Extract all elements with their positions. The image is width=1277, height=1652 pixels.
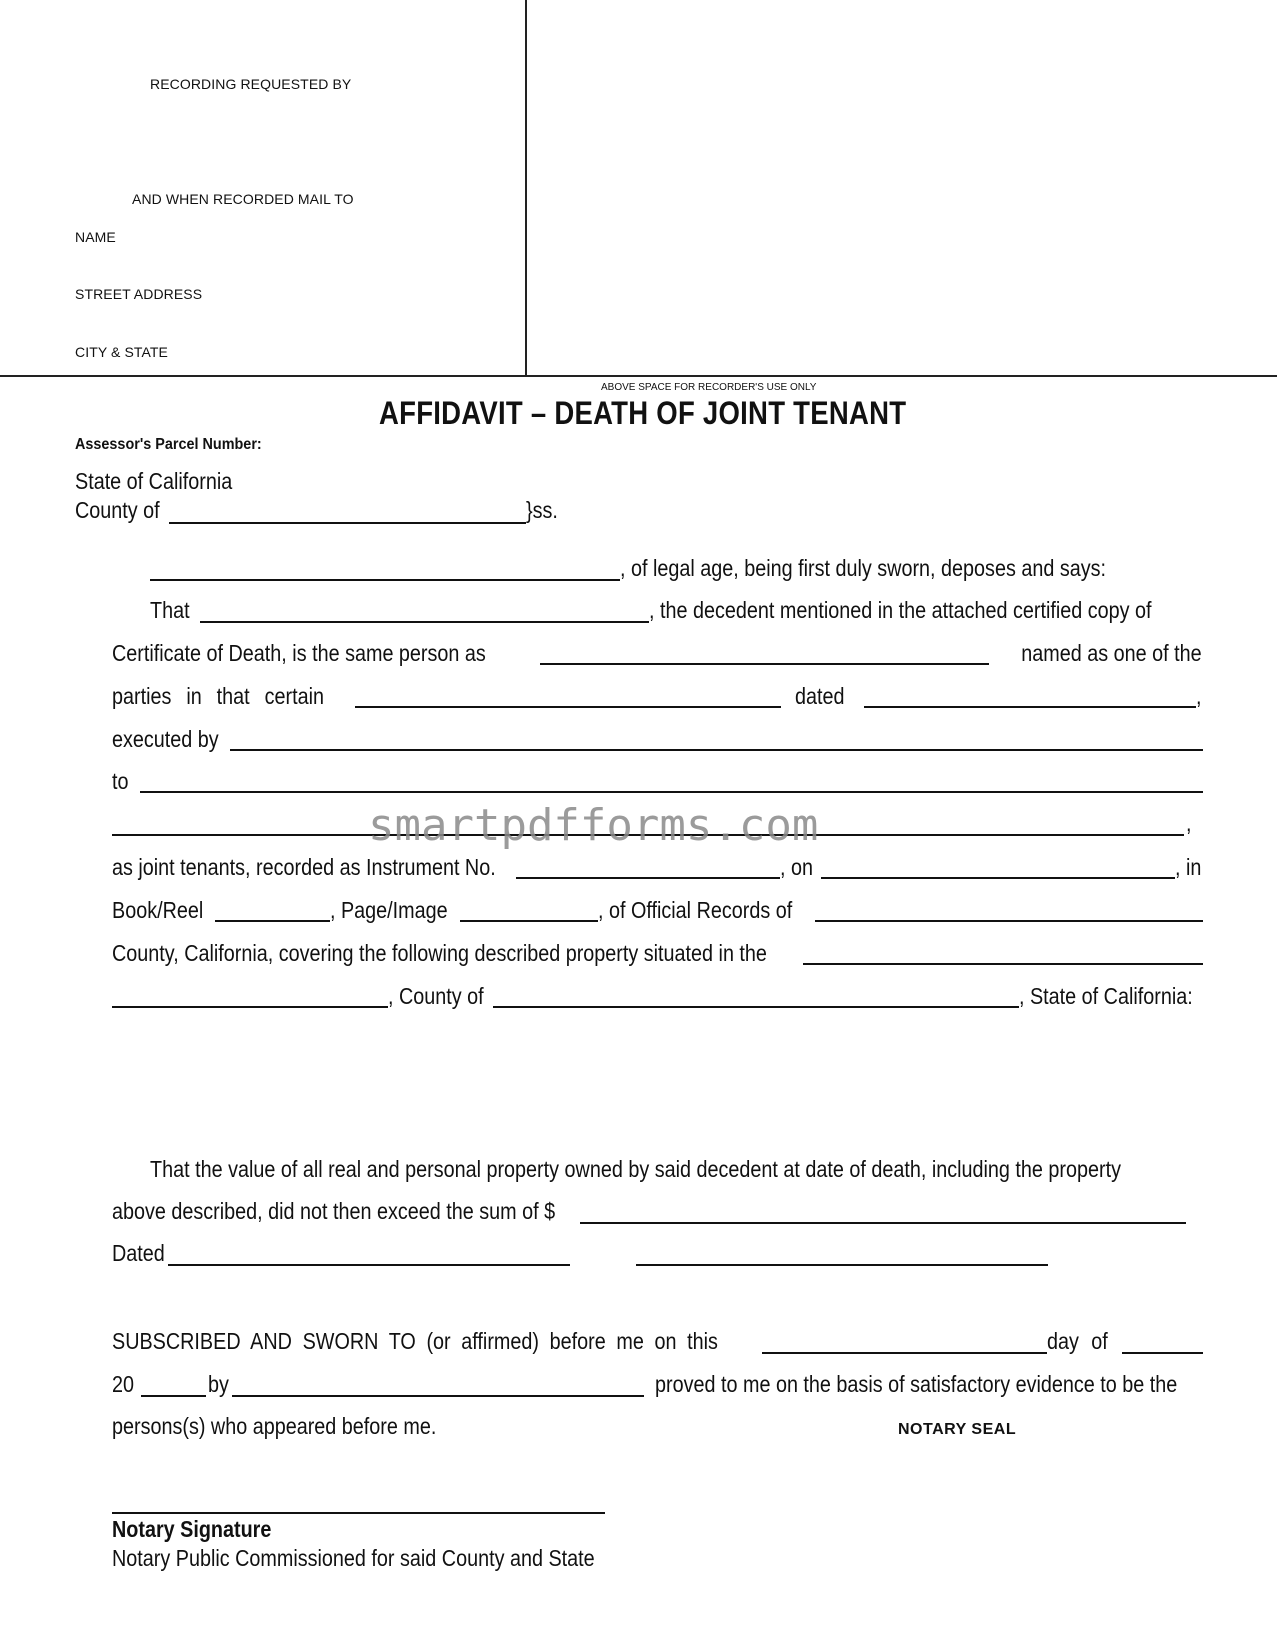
venue-state: State of California [75, 468, 233, 494]
notary-signature-label: Notary Signature [112, 1516, 272, 1542]
in-label: , in [1175, 854, 1202, 880]
satisfactory-evidence-text: proved to me on the basis of satisfactory evidence to be the [655, 1371, 1178, 1397]
on-label: , on [780, 854, 814, 880]
affiant-signature-blank[interactable] [636, 1264, 1048, 1266]
notary-signature-blank[interactable] [112, 1512, 605, 1514]
named-as-one-text: named as one of the [1021, 640, 1202, 666]
value-statement: That the value of all real and personal property owned by said decedent at date of death, including the property [150, 1156, 1121, 1182]
notary-day-blank[interactable] [762, 1352, 1047, 1354]
dated-label: dated [795, 683, 845, 709]
notary-commission-text: Notary Public Commissioned for said County and State [112, 1545, 595, 1571]
executed-by-label: executed by [112, 726, 219, 752]
state-of-california-label: , State of California: [1019, 983, 1193, 1009]
notary-month-blank[interactable] [1122, 1352, 1203, 1354]
notary-by-name-blank[interactable] [232, 1395, 644, 1397]
year-prefix: 20 [112, 1371, 135, 1397]
joint-tenants-text: as joint tenants, recorded as Instrument No. [112, 854, 496, 880]
decedent-statement: , the decedent mentioned in the attached certified copy of [649, 597, 1152, 623]
comma: , [1196, 683, 1202, 709]
assessor-parcel-number-label: Assessor's Parcel Number: [75, 436, 262, 453]
venue-ss: }ss. [526, 497, 558, 523]
mail-to-name-label: NAME [75, 229, 116, 245]
by-label: by [208, 1371, 229, 1397]
subscribed-sworn-text: SUBSCRIBED AND SWORN TO (or affirmed) before me on this [112, 1328, 718, 1354]
parties-text: parties in that certain [112, 683, 325, 709]
records-county-blank[interactable] [815, 920, 1203, 922]
that-label: That [150, 597, 190, 623]
mail-to-city-state-label: CITY & STATE [75, 344, 168, 360]
recorder-use-only-note: ABOVE SPACE FOR RECORDER'S USE ONLY [601, 382, 817, 393]
watermark: smartpdfforms.com [368, 800, 819, 851]
notary-seal-label: NOTARY SEAL [898, 1421, 1017, 1438]
line-certificate-of-death [112, 640, 1202, 670]
document-title: AFFIDAVIT – DEATH OF JOINT TENANT [379, 395, 907, 431]
signing-date-blank[interactable] [168, 1264, 570, 1266]
mail-to-street-label: STREET ADDRESS [75, 286, 203, 302]
grantee-blank[interactable] [140, 791, 1203, 793]
decedent-name-blank[interactable] [200, 621, 649, 623]
recorder-box-divider [525, 0, 527, 376]
affiant-statement: , of legal age, being first duly sworn, deposes and says: [620, 555, 1106, 581]
comma: , [1186, 810, 1192, 836]
day-of-label: day of [1047, 1328, 1108, 1354]
certificate-of-death-text: Certificate of Death, is the same person as [112, 640, 486, 666]
recording-requested-by-label: RECORDING REQUESTED BY [150, 76, 352, 92]
value-sum-text: above described, did not then exceed the sum of $ [112, 1198, 556, 1224]
venue-county-label: County of [75, 497, 160, 523]
property-county-blank[interactable] [493, 1006, 1019, 1008]
property-description-text: County, California, covering the following described property situated in the [112, 940, 767, 966]
property-location-blank[interactable] [803, 963, 1203, 965]
to-label: to [112, 768, 129, 794]
value-amount-blank[interactable] [580, 1222, 1186, 1224]
book-reel-label: Book/Reel [112, 897, 204, 923]
instrument-type-blank[interactable] [355, 706, 781, 708]
affiant-name-blank[interactable] [150, 579, 620, 581]
instrument-number-blank[interactable] [516, 877, 780, 879]
city-blank[interactable] [112, 1006, 388, 1008]
notary-year-blank[interactable] [141, 1395, 206, 1397]
page-image-blank[interactable] [460, 920, 598, 922]
venue-county-blank[interactable] [169, 522, 526, 524]
recording-date-blank[interactable] [821, 877, 1175, 879]
page-image-label: , Page/Image [330, 897, 448, 923]
when-recorded-mail-to-label: AND WHEN RECORDED MAIL TO [132, 191, 354, 207]
dated-label: Dated [112, 1240, 165, 1266]
appeared-before-text: persons(s) who appeared before me. [112, 1413, 437, 1439]
official-records-label: , of Official Records of [598, 897, 793, 923]
recorder-box-bottom-rule [0, 375, 1277, 377]
instrument-date-blank[interactable] [864, 706, 1196, 708]
joint-tenant-name-blank[interactable] [540, 663, 989, 665]
book-reel-blank[interactable] [215, 920, 330, 922]
executed-by-blank[interactable] [230, 749, 1203, 751]
county-of-label: , County of [388, 983, 484, 1009]
